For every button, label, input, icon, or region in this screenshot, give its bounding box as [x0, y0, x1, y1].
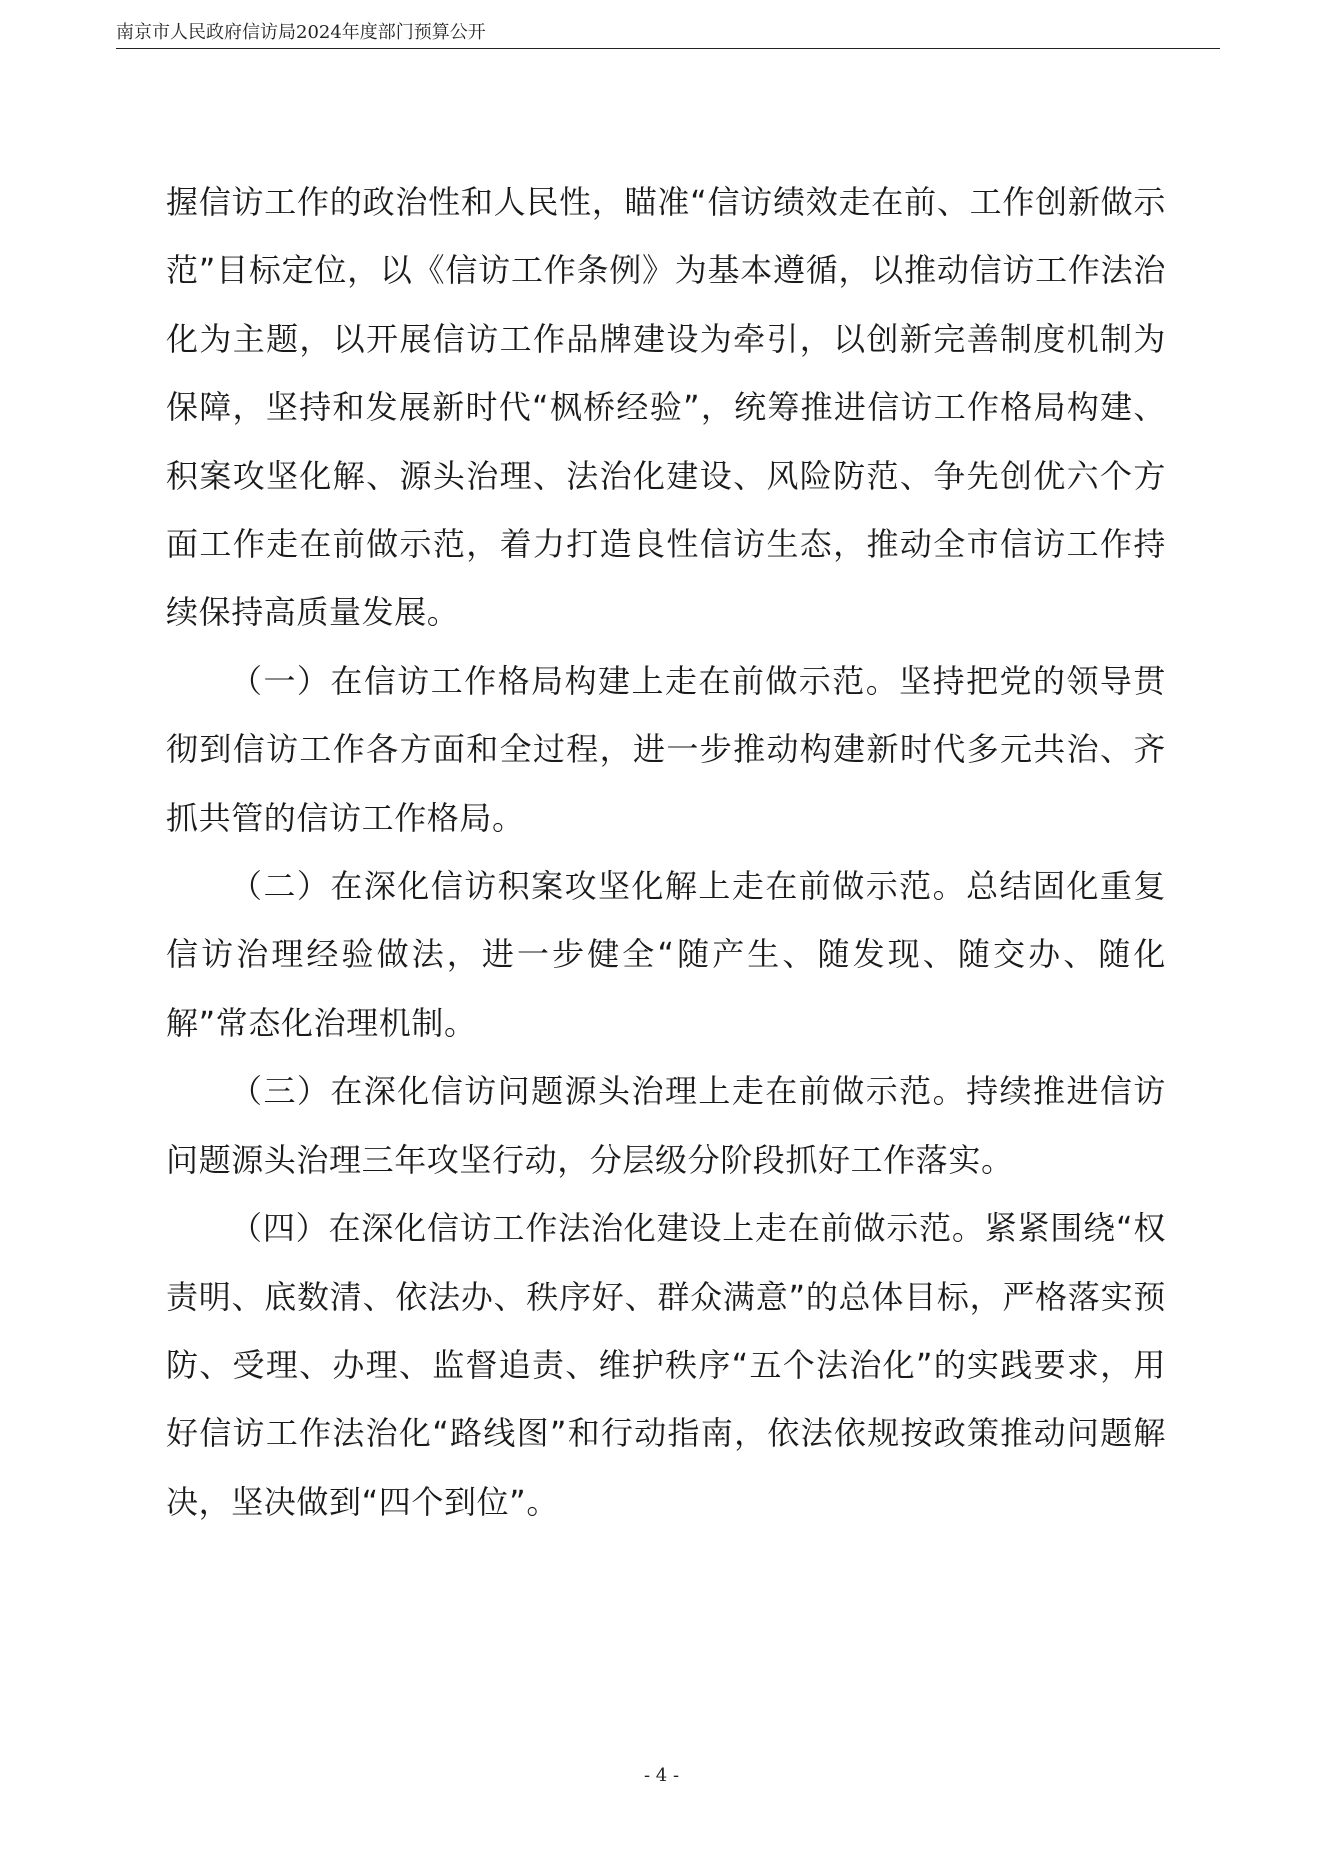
header-title: 南京市人民政府信访局2024年度部门预算公开 [116, 22, 486, 43]
page-header [116, 22, 1220, 49]
paragraph-section-3: （三）在深化信访问题源头治理上走在前做示范。持续推进信访问题源头治理三年攻坚行动，分层级分阶段抓好工作落实。 [166, 1072, 1166, 1179]
paragraph-section-4: （四）在深化信访工作法治化建设上走在前做示范。紧紧围绕“权责明、底数清、依法办、秩序好、群众满意”的总体目标，严格落实预防、受理、办理、监督追责、维护秩序“五个法治化”的实践要求，用好信访工作法治化“路线图”和行动指南，依法依规按政策推动问题解决，坚决做到“四个到位”。 [166, 1209, 1166, 1521]
paragraph-continuation: 握信访工作的政治性和人民性，瞄准“信访绩效走在前、工作创新做示范”目标定位，以《信访工作条例》为基本遵循，以推动信访工作法治化为主题，以开展信访工作品牌建设为牵引，以创新完善制度机制为保障，坚持和发展新时代“枫桥经验”，统筹推进信访工作格局构建、积案攻坚化解、源头治理、法治化建设、风险防范、争先创优六个方面工作走在前做示范，着力打造良性信访生态，推动全市信访工作持续保持高质量发展。 [166, 183, 1166, 632]
paragraph-section-2: （二）在深化信访积案攻坚化解上走在前做示范。总结固化重复信访治理经验做法，进一步健全“随产生、随发现、随交办、随化解”常态化治理机制。 [166, 867, 1166, 1042]
page-number: - 4 - [643, 1765, 680, 1786]
paragraph-section-1: （一）在信访工作格局构建上走在前做示范。坚持把党的领导贯彻到信访工作各方面和全过程，进一步推动构建新时代多元共治、齐抓共管的信访工作格局。 [166, 661, 1166, 837]
document-body [166, 168, 1166, 1536]
